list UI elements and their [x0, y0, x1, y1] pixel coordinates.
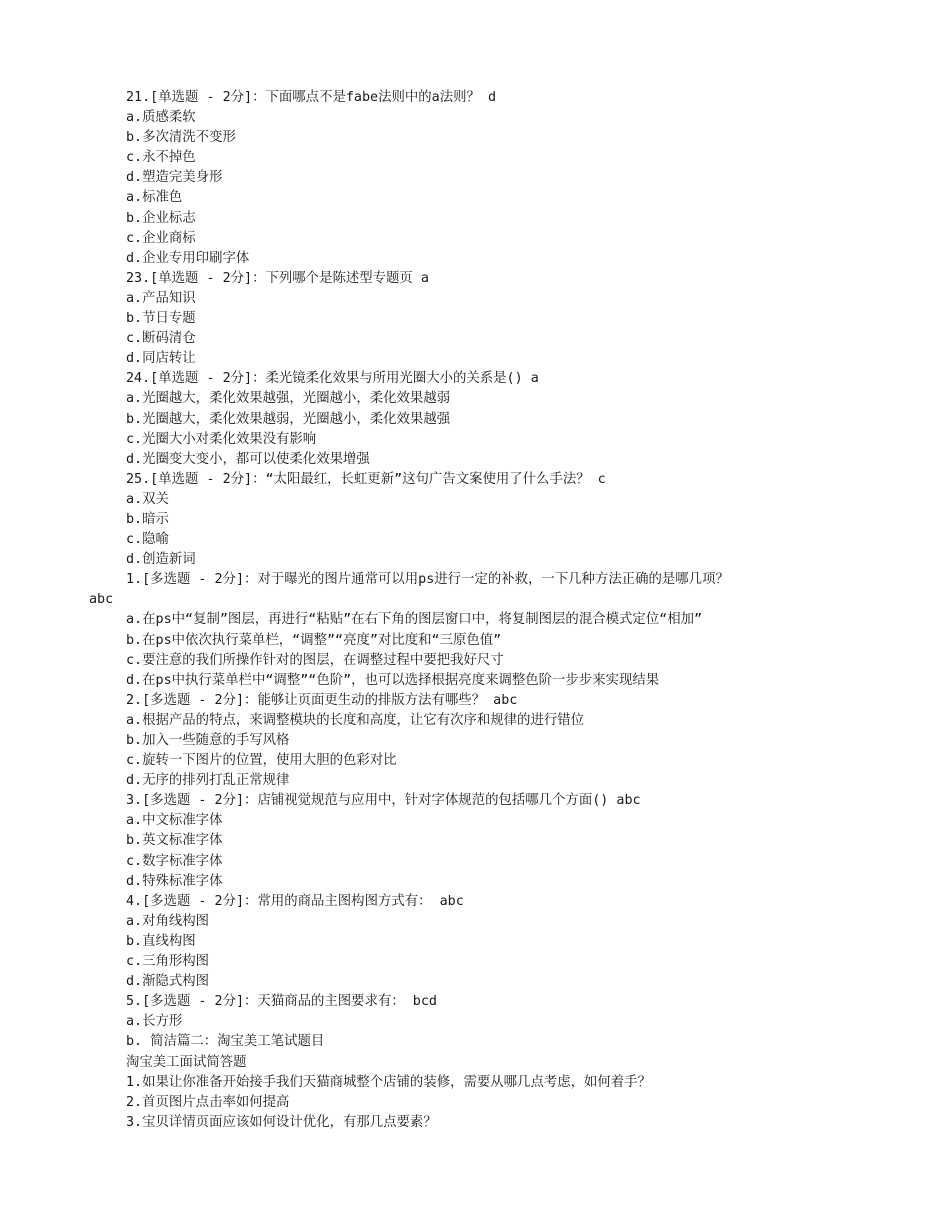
question-21: 21.[单选题 - 2分]：下面哪点不是fabe法则中的a法则？ d	[126, 90, 497, 105]
option-b: b.英文标准字体	[126, 833, 223, 849]
option-d: d.在ps中执行菜单栏中“调整”“色阶”，也可以选择根据亮度来调整色阶一步步来实现结果	[126, 672, 660, 688]
option-c: c.数字标准字体	[126, 853, 223, 869]
question-multi-5: 5.[多选题 - 2分]：天猫商品的主图要求有： bcd	[126, 994, 437, 1010]
question-multi-3: 3.[多选题 - 2分]：店铺视觉规范与应用中，针对字体规范的包括哪几个方面() abc	[126, 793, 641, 809]
option-d: d.无序的排列打乱正常规律	[126, 773, 290, 789]
option-c: c.永不掉色	[126, 150, 196, 166]
short-answer-1: 1.如果让你准备开始接手我们天猫商城整个店铺的装修，需要从哪几点考虑，如何着手？	[126, 1074, 651, 1090]
question-multi-4: 4.[多选题 - 2分]：常用的商品主图构图方式有： abc	[126, 893, 464, 909]
option-a: a.产品知识	[126, 290, 196, 306]
option-a: a.长方形	[126, 1014, 183, 1030]
option-d: d.同店转让	[126, 351, 196, 367]
option-d: d.塑造完美身形	[126, 170, 223, 186]
option-c: c.隐喻	[126, 532, 169, 548]
option-a: a.对角线构图	[126, 913, 210, 929]
option-b: b.企业标志	[126, 210, 196, 226]
option-a: a.根据产品的特点，来调整模块的长度和高度，让它有次序和规律的进行错位	[126, 712, 585, 728]
option-b: b.直线构图	[126, 933, 196, 949]
option-b: b.节日专题	[126, 311, 196, 327]
option-b: b.光圈越大，柔化效果越弱，光圈越小，柔化效果越强	[126, 411, 451, 427]
short-answer-3: 3.宝贝详情页面应该如何设计优化，有那几点要素？	[126, 1114, 437, 1130]
option-a: a.光圈越大，柔化效果越强，光圈越小，柔化效果越弱	[126, 391, 451, 407]
section-title: 淘宝美工面试简答题	[126, 1054, 247, 1070]
option-c: c.断码清仓	[126, 331, 196, 347]
option-c: c.要注意的我们所操作针对的图层，在调整过程中要把我好尺寸	[126, 652, 504, 668]
option-a: a.中文标准字体	[126, 813, 223, 829]
question-23: 23.[单选题 - 2分]：下列哪个是陈述型专题页 a	[126, 270, 429, 286]
question-24: 24.[单选题 - 2分]：柔光镜柔化效果与所用光圈大小的关系是() a	[126, 371, 539, 387]
option-b-section-heading: b. 简洁篇二：淘宝美工笔试题目	[126, 1034, 325, 1050]
option-d: d.光圈变大变小，都可以使柔化效果增强	[126, 451, 370, 467]
option-b: b.多次清洗不变形	[126, 130, 236, 146]
option-b: b.暗示	[126, 511, 169, 527]
question-25: 25.[单选题 - 2分]：“太阳最红，长虹更新”这句广告文案使用了什么手法？ c	[126, 471, 606, 487]
option-a: a.质感柔软	[126, 110, 196, 126]
option-c: c.光圈大小对柔化效果没有影响	[126, 431, 317, 447]
option-a: a.双关	[126, 491, 169, 507]
document-body	[0, 88, 950, 1133]
option-c: c.旋转一下图片的位置，使用大胆的色彩对比	[126, 753, 397, 769]
option-d: d.创造新词	[126, 552, 196, 568]
question-multi-1: 1.[多选题 - 2分]：对于曝光的图片通常可以用ps进行一定的补救，一下几种方法正确的是哪几项？	[126, 572, 729, 588]
option-c: c.企业商标	[126, 230, 196, 246]
question-multi-2: 2.[多选题 - 2分]：能够让页面更生动的排版方法有哪些？ abc	[126, 692, 518, 708]
option-d: d.渐隐式构图	[126, 974, 210, 990]
option-b: b.加入一些随意的手写风格	[126, 733, 290, 748]
option-a: a.在ps中“复制”图层，再进行“粘贴”在右下角的图层窗口中，将复制图层的混合模式定位“相加”	[126, 612, 703, 628]
option-b: b.在ps中依次执行菜单栏，“调整”“亮度”对比度和“三原色值”	[126, 632, 502, 648]
option-d: d.特殊标准字体	[126, 873, 223, 889]
option-c: c.三角形构图	[126, 954, 210, 970]
question-multi-1-answer: abc	[89, 592, 114, 608]
option-d: d.企业专用印刷字体	[126, 250, 250, 266]
short-answer-2: 2.首页图片点击率如何提高	[126, 1094, 290, 1110]
option-a: a.标准色	[126, 190, 183, 206]
